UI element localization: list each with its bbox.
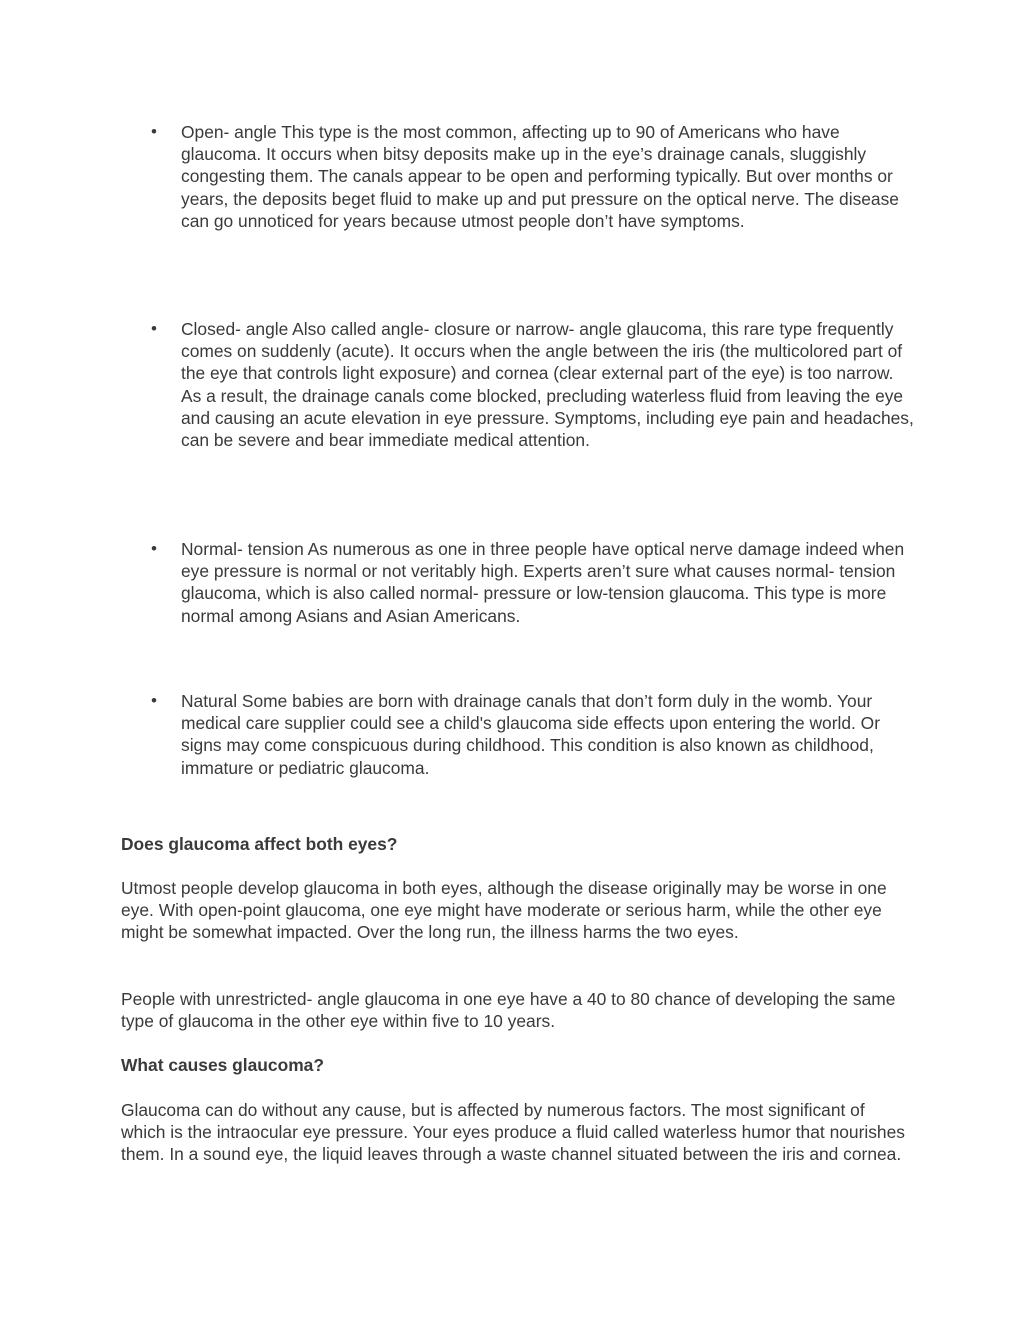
- section-heading-both-eyes: Does glaucoma affect both eyes?: [121, 834, 398, 854]
- list-item-text: Natural Some babies are born with drainage canals that don’t form duly in the womb. Your medical care supplier could see a child's glaucoma side effects upon entering the world. Or signs may come conspicuous during childhood. This condition is also known as childhood, immature or pediatric glaucoma.: [181, 691, 881, 778]
- paragraph-causes: Glaucoma can do without any cause, but is affected by numerous factors. The most significant of which is the intraocular eye pressure. Your eyes produce a fluid called waterless humor that nourishes them. In a sound eye, the liquid leaves through a waste channel situated between the iris and cornea.: [121, 1100, 905, 1165]
- list-item-text: Closed- angle Also called angle- closure or narrow- angle glaucoma, this rare type frequently comes on suddenly (acute). It occurs when the angle between the iris (the multicolored part of the eye that controls light exposure) and cornea (clear external part of the eye) is too narrow. As a result, the drainage canals come blocked, precluding waterless fluid from leaving the eye and causing an acute elevation in eye pressure. Symptoms, including eye pain and headaches, can be severe and bear immediate medical attention.: [181, 319, 914, 451]
- bullet-icon: •: [151, 122, 157, 141]
- bullet-icon: •: [151, 319, 157, 338]
- section-heading-causes: What causes glaucoma?: [121, 1055, 324, 1075]
- bullet-icon: •: [151, 691, 157, 710]
- paragraph-both-eyes: Utmost people develop glaucoma in both eyes, although the disease originally may be worse in one eye. With open-point glaucoma, one eye might have moderate or serious harm, while the other eye might be somewhat impacted. Over the long run, the illness harms the two eyes.: [121, 878, 887, 943]
- list-item-text: Normal- tension As numerous as one in three people have optical nerve damage indeed when eye pressure is normal or not veritably high. Experts aren’t sure what causes normal- tension glaucoma, which is also called normal- pressure or low-tension glaucoma. This type is more normal among Asians and Asian Americans.: [181, 539, 905, 626]
- paragraph-angle-chance: People with unrestricted- angle glaucoma in one eye have a 40 to 80 chance of developing the same type of glaucoma in the other eye within five to 10 years.: [121, 989, 896, 1032]
- list-item-text: Open- angle This type is the most common, affecting up to 90 of Americans who have glaucoma. It occurs when bitsy deposits make up in the eye’s drainage canals, sluggishly congesting them. The canals appear to be open and performing typically. But over months or years, the deposits beget fluid to make up and put pressure on the optical nerve. The disease can go unnoticed for years because utmost people don’t have symptoms.: [181, 122, 899, 231]
- bullet-icon: •: [151, 539, 157, 558]
